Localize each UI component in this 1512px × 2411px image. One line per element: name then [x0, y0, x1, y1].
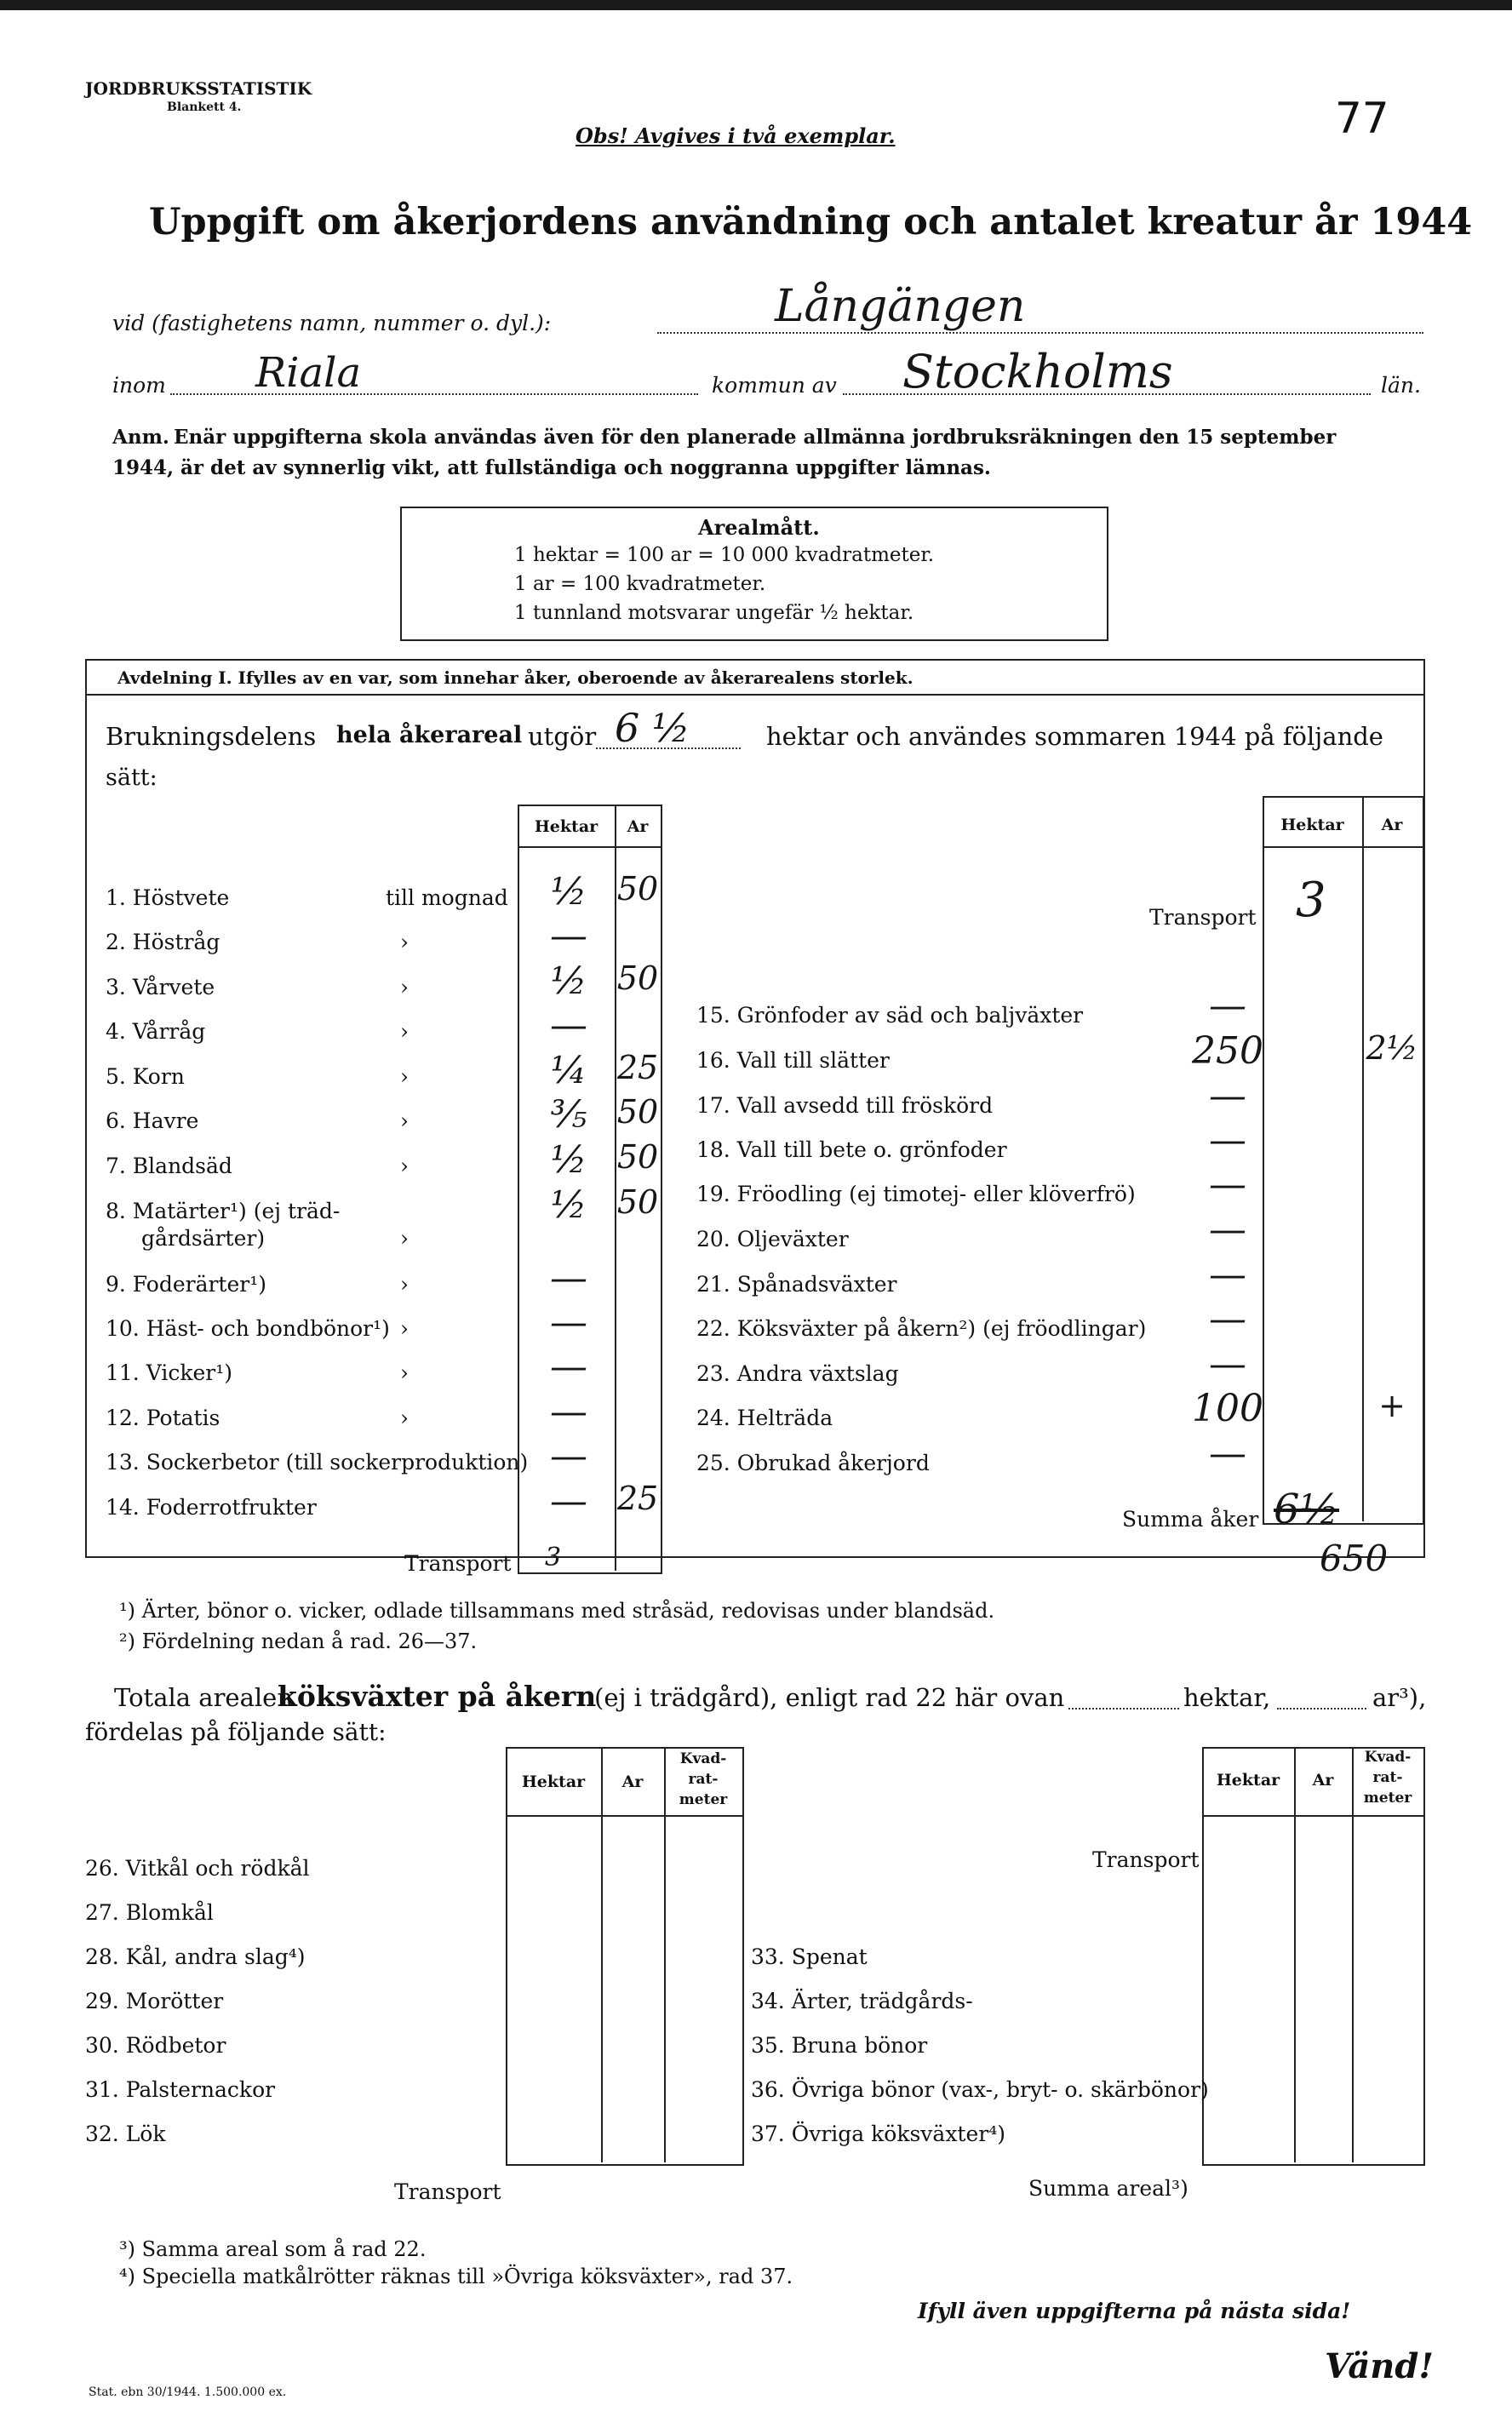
koksvaxter-line2: fördelas på följande sätt: [85, 1718, 387, 1746]
arealmatt-line-2: 1 ar = 100 kvadratmeter. [514, 573, 766, 595]
footnote-1: ¹) Ärter, bönor o. vicker, odlade tillsammans med stråsäd, redovisas under blandsäd. [119, 1599, 995, 1623]
koksvaxter-right-table [1202, 1747, 1425, 2166]
right-row-label: 16. Vall till slätter [696, 1048, 890, 1073]
form-number: Blankett 4. [167, 100, 242, 114]
left-row-ar: 50 [616, 1183, 659, 1221]
left-row-hektar: ½ [550, 870, 587, 913]
footer-fyll: Ifyll även uppgifterna på nästa sida! [918, 2299, 1351, 2323]
ditto-mark: › [400, 930, 409, 954]
koks-right-col-kvm-3: meter [1363, 1790, 1412, 1807]
right-row-hektar: — [1209, 1074, 1246, 1118]
koks-left-row: 28. Kål, andra slag⁴) [85, 1944, 306, 1969]
page-number: 77 [1335, 94, 1389, 143]
koks-left-row: 31. Palsternackor [85, 2077, 276, 2102]
anm-prefix: Anm. [112, 426, 169, 449]
koks-right-col-kvm-1: Kvad- [1364, 1749, 1412, 1766]
right-row-ar: + [1378, 1387, 1406, 1424]
koks-right-col-hektar: Hektar [1216, 1771, 1280, 1790]
left-row-hektar: ¼ [550, 1049, 587, 1092]
left-row-label: 13. Sockerbetor (till sockerproduktion) [106, 1450, 529, 1475]
footer-print-info: Stat. ebn 30/1944. 1.500.000 ex. [89, 2385, 287, 2399]
koks-right-row: 33. Spenat [751, 1944, 868, 1969]
koks-right-row: 36. Övriga bönor (vax-, bryt- o. skärbönor) [751, 2077, 1209, 2102]
koks-left-row: 30. Rödbetor [85, 2033, 226, 2058]
inom-dotted-line [170, 393, 698, 395]
right-table-header-rule [1263, 846, 1423, 848]
right-row-hektar: — [1209, 1208, 1246, 1251]
right-row-hektar: — [1209, 1432, 1246, 1475]
left-row-label: 5. Korn [106, 1064, 185, 1089]
koks-left-row: 27. Blomkål [85, 1900, 214, 1925]
copies-note: Obs! Avgives i två exemplar. [576, 123, 896, 148]
right-row-label: 18. Vall till bete o. grönfoder [696, 1137, 1007, 1162]
left-row-label: 12. Potatis [106, 1406, 220, 1430]
left-col-hektar: Hektar [534, 817, 598, 836]
left-transport-label: Transport [404, 1551, 512, 1576]
ditto-mark: › [400, 1019, 409, 1044]
right-row-label: 24. Helträda [696, 1406, 833, 1430]
left-row-ar: 25 [616, 1480, 659, 1517]
right-row-hektar: 250 [1192, 1029, 1263, 1073]
intro-c: utgör [528, 722, 597, 751]
left-row-hektar: ½ [550, 1138, 587, 1182]
footnote-4: ⁴) Speciella matkålrötter räknas till »Övriga köksväxter», rad 37. [119, 2265, 793, 2288]
summa-aker-value: 6½ [1274, 1486, 1340, 1533]
left-row-label-2: gårdsärter) [141, 1226, 266, 1251]
intro-d: hektar och användes sommaren 1944 på följande [766, 722, 1383, 751]
right-row-label: 15. Grönfoder av säd och baljväxter [696, 1003, 1084, 1028]
left-col-ar: Ar [627, 817, 649, 836]
koks-left-col-kvm-2: rat- [688, 1771, 719, 1788]
left-row-label: 10. Häst- och bondbönor¹) [106, 1316, 390, 1341]
page-title: Uppgift om åkerjordens användning och antalet kreatur år 1944 [149, 201, 1473, 243]
ditto-mark: › [400, 1108, 409, 1133]
koksvaxter-line1a: Totala arealen [114, 1683, 293, 1712]
right-row-label: 20. Oljeväxter [696, 1227, 849, 1251]
left-row-label: 3. Vårvete [106, 975, 215, 999]
right-row-label: 21. Spånadsväxter [696, 1272, 897, 1297]
left-row-hektar: — [550, 1435, 587, 1478]
left-row-hektar: ½ [550, 1183, 587, 1227]
koksvaxter-ar-dots [1277, 1708, 1366, 1709]
left-row-ar: 50 [616, 870, 659, 908]
ditto-mark: › [400, 1360, 409, 1385]
left-row-label: 4. Vårråg [106, 1019, 206, 1044]
ditto-mark: › [400, 1154, 409, 1178]
koks-left-col-kvm-1: Kvad- [679, 1750, 727, 1767]
series-name: JORDBRUKSSTATISTIK [85, 78, 312, 99]
right-row-label: 23. Andra växtslag [696, 1361, 899, 1386]
koksvaxter-line1d: hektar, [1183, 1683, 1271, 1712]
left-row-ar: 50 [616, 959, 659, 997]
footnote-2: ²) Fördelning nedan å rad. 26—37. [119, 1629, 478, 1653]
right-row-hektar: — [1209, 1297, 1246, 1341]
total-area-value: 6 ½ [615, 705, 690, 751]
koks-left-col-hektar: Hektar [521, 1772, 586, 1791]
ditto-mark: › [400, 1226, 409, 1251]
left-row-ar: 25 [616, 1049, 659, 1086]
koks-left-row: 29. Morötter [85, 1989, 224, 2013]
left-row-label: 1. Höstvete [106, 885, 230, 910]
footnote-3: ³) Samma areal som å rad 22. [119, 2237, 427, 2261]
koks-left-row: 26. Vitkål och rödkål [85, 1856, 310, 1881]
left-row-hektar: — [550, 1390, 587, 1434]
koks-left-div-1 [601, 1747, 603, 2162]
left-row-label: 9. Foderärter¹) [106, 1272, 267, 1297]
left-row-ar: 50 [616, 1093, 659, 1131]
koks-right-row: 35. Bruna bönor [751, 2033, 928, 2058]
left-row-hektar: — [550, 1480, 587, 1523]
right-row-label: 17. Vall avsedd till fröskörd [696, 1093, 994, 1118]
left-row-label: 2. Höstråg [106, 930, 220, 954]
koks-right-col-kvm-2: rat- [1372, 1769, 1403, 1786]
kommun-value: Stockholms [902, 345, 1173, 398]
right-row-hektar: — [1209, 1253, 1246, 1297]
left-row-label: 8. Matärter¹) (ej träd- [106, 1199, 341, 1223]
left-row-ar: 50 [616, 1138, 659, 1176]
right-row-hektar: 100 [1192, 1387, 1263, 1430]
left-transport-value: 3 [545, 1543, 562, 1572]
intro-a: Brukningsdelens [106, 722, 317, 751]
right-transport-label: Transport [1149, 905, 1257, 930]
koksvaxter-line1b: köksväxter på åkern [278, 1680, 597, 1713]
koks-right-col-ar: Ar [1312, 1771, 1334, 1790]
koks-right-row: 34. Ärter, trädgårds- [751, 1989, 973, 2013]
inom-label: inom [112, 373, 166, 398]
koks-left-header-rule [506, 1815, 742, 1817]
koks-left-div-2 [664, 1747, 666, 2162]
koksvaxter-left-table [506, 1747, 744, 2166]
koks-right-header-rule [1202, 1815, 1423, 1817]
arealmatt-box [400, 507, 1108, 641]
lan-label: län. [1381, 373, 1421, 398]
anm-text-2: 1944, är det av synnerlig vikt, att fullständiga och noggranna uppgifter lämnas. [112, 456, 991, 479]
ditto-mark: › [400, 1406, 409, 1430]
left-row-hektar: — [550, 1345, 587, 1389]
left-row-hektar: — [550, 914, 587, 958]
right-transport-value: 3 [1296, 873, 1326, 928]
right-row-label: 19. Fröodling (ej timotej- eller klöverfrö) [696, 1182, 1136, 1206]
koks-left-row: 32. Lök [85, 2122, 166, 2146]
left-row-label: 7. Blandsäd [106, 1154, 232, 1178]
left-row-hektar: — [550, 1257, 587, 1300]
intro-b: hela åkerareal [336, 722, 523, 748]
arealmatt-line-1: 1 hektar = 100 ar = 10 000 kvadratmeter. [514, 544, 935, 566]
right-col-ar: Ar [1381, 816, 1403, 834]
anm-text-1: Enär uppgifterna skola användas även för den planerade allmänna jordbruksräkningen den 15 september [174, 426, 1337, 449]
vid-label: vid (fastighetens namn, nummer o. dyl.): [112, 311, 552, 335]
right-row-label: 22. Köksväxter på åkern²) (ej fröodlingar) [696, 1316, 1147, 1341]
ditto-mark: › [400, 1316, 409, 1341]
ditto-mark: › [400, 1064, 409, 1089]
vid-dotted-line [657, 332, 1423, 334]
koks-right-row: 37. Övriga köksväxter⁴) [751, 2122, 1005, 2146]
left-row-label: 14. Foderrotfrukter [106, 1495, 317, 1520]
left-row-hektar: — [550, 1004, 587, 1047]
scan-top-edge [0, 0, 1512, 10]
arealmatt-title: Arealmått. [698, 515, 820, 540]
right-row-hektar: — [1209, 1343, 1246, 1386]
right-row-hektar: — [1209, 1119, 1246, 1162]
left-row-label: 11. Vicker¹) [106, 1360, 232, 1385]
koks-right-transport: Transport [1092, 1847, 1200, 1872]
koks-right-div-1 [1294, 1747, 1296, 2162]
inom-value: Riala [255, 349, 362, 397]
right-row-ar: 2½ [1366, 1029, 1418, 1067]
left-row-hektar: — [550, 1301, 587, 1344]
koks-left-transport: Transport [394, 2179, 501, 2204]
left-row-hektar: ½ [550, 959, 587, 1003]
right-row-label: 25. Obrukad åkerjord [696, 1451, 930, 1475]
koksvaxter-line1e: ar³), [1372, 1683, 1427, 1712]
koks-right-div-2 [1352, 1747, 1354, 2162]
koksvaxter-hektar-dots [1068, 1708, 1179, 1709]
koks-summa-areal: Summa areal³) [1028, 2176, 1188, 2201]
kommun-label: kommun av [712, 373, 837, 398]
left-row-hektar: ⅗ [550, 1093, 587, 1137]
till-mognad-label: till mognad [386, 885, 508, 910]
left-row-label: 6. Havre [106, 1108, 199, 1133]
intro-e: sätt: [106, 765, 158, 791]
summa-aker-label: Summa åker [1122, 1507, 1259, 1532]
right-row-hektar: — [1209, 984, 1246, 1028]
koksvaxter-line1c: (ej i trädgård), enligt rad 22 här ovan [594, 1683, 1065, 1712]
avdelning-1-heading: Avdelning I. Ifylles av en var, som innehar åker, oberoende av åkerarealens storlek. [117, 667, 914, 688]
right-row-hektar: — [1209, 1163, 1246, 1206]
arealmatt-line-3: 1 tunnland motsvarar ungefär ½ hektar. [514, 602, 914, 624]
footer-vand: Vänd! [1325, 2346, 1434, 2386]
koks-left-col-kvm-3: meter [679, 1791, 728, 1808]
avdelning-1-heading-rule [85, 694, 1423, 696]
ditto-mark: › [400, 1272, 409, 1297]
vid-value: Långängen [775, 281, 1026, 332]
ditto-mark: › [400, 975, 409, 999]
left-table-header-rule [518, 846, 661, 848]
right-col-hektar: Hektar [1280, 816, 1344, 834]
koks-left-col-ar: Ar [621, 1772, 644, 1791]
summa-aker-value-2: 650 [1320, 1538, 1389, 1579]
